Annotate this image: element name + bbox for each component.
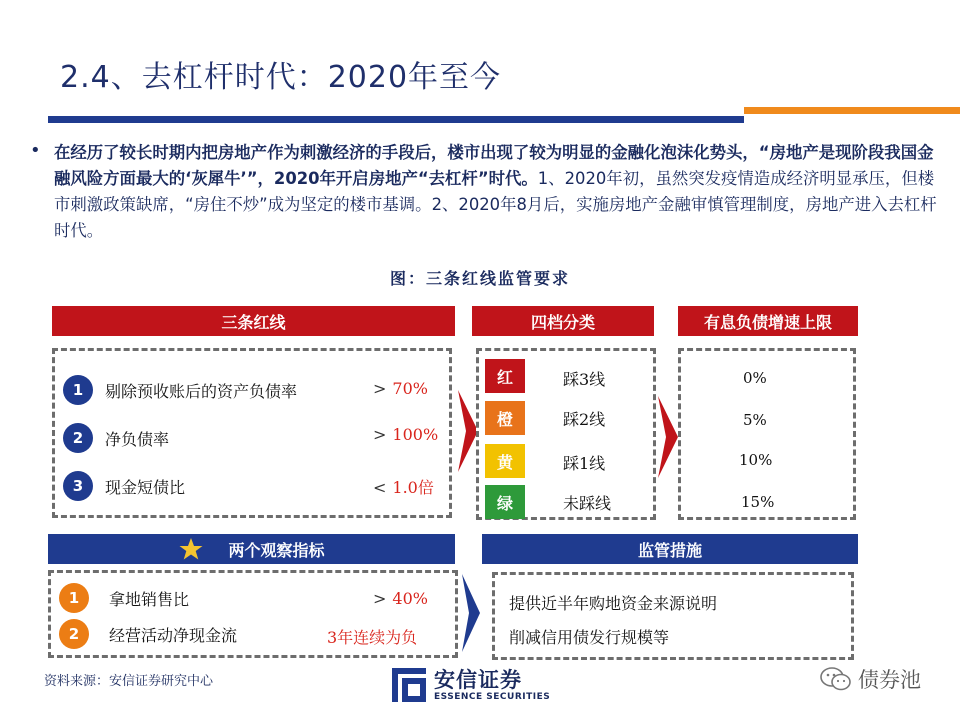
three-red-lines-header: 三条红线 (52, 306, 455, 336)
rule-row-3 (63, 471, 185, 501)
rule-threshold: 70% (392, 379, 428, 398)
observation-threshold: 40% (392, 589, 428, 608)
title-underline-blue (48, 116, 744, 123)
rule-number-badge: 3 (63, 471, 93, 501)
watermark (820, 664, 921, 694)
measure-item: 削减信用债发行规模等 (509, 628, 670, 647)
intro-bold-text: 在经历了较长时期内把房地产作为刺激经济的手段后，楼市出现了较为明显的金融化泡沫化势头，“房地产是现阶段我国金融风险方面最大的‘灰犀牛’”，2020年开启房地产“去杠杆”时代。 (54, 143, 934, 188)
tier-desc: 踩3线 (563, 370, 606, 389)
observation-label: 拿地销售比 (109, 589, 190, 609)
rule-threshold: 1.0倍 (392, 478, 434, 497)
observation-number-badge: 2 (59, 619, 89, 649)
wechat-icon (820, 666, 852, 692)
rule-operator: > (373, 425, 387, 444)
logo-text (434, 668, 550, 702)
intro-text (54, 140, 942, 244)
tier-red-chip: 红 (485, 359, 525, 393)
company-logo (392, 668, 550, 702)
rule-number-badge: 2 (63, 423, 93, 453)
tier-desc: 未踩线 (563, 494, 612, 513)
measures-header: 监管措施 (482, 534, 858, 564)
logo-en: ESSENCE SECURITIES (434, 692, 551, 702)
arrow-right-icon (656, 396, 680, 478)
source-note: 资料来源：安信证券研究中心 (44, 674, 214, 689)
rule-label: 剔除预收账后的资产负债率 (105, 381, 298, 401)
rule-value (373, 475, 434, 498)
bullet-marker: • (30, 140, 41, 161)
observation-value (373, 589, 428, 608)
figure-caption: 图：三条红线监管要求 (389, 269, 570, 288)
observation-box (48, 570, 458, 658)
limit-value: 15% (741, 493, 775, 511)
star-icon (178, 537, 204, 561)
observation-label: 经营活动净现金流 (109, 625, 238, 645)
rule-operator: < (373, 478, 387, 497)
rule-label: 净负债率 (105, 429, 170, 449)
observation-number-badge: 1 (59, 583, 89, 613)
three-red-lines-box (52, 348, 452, 518)
four-tiers-box (476, 348, 656, 520)
limit-value: 0% (743, 369, 767, 387)
rule-threshold: 100% (392, 425, 439, 444)
debt-growth-limit-box (678, 348, 856, 520)
limit-value: 10% (739, 451, 773, 469)
tier-orange-chip: 橙 (485, 401, 525, 435)
measure-item: 提供近半年购地资金来源说明 (509, 594, 718, 613)
debt-growth-limit-header: 有息负债增速上限 (678, 306, 858, 336)
intro-normal-text: 1、2020年初，虽然突发疫情造成经济明显承压，但楼市刺激政策缺席，“房住不炒”成为坚定的楼市基调。2、2020年8月后，实施房地产金融审慎管理制度，房地产进入去杠杆时代。 (54, 169, 937, 240)
observation-row-1 (59, 583, 189, 613)
arrow-right-icon (460, 574, 482, 652)
rule-row-2 (63, 423, 169, 453)
rule-label: 现金短债比 (105, 477, 186, 497)
logo-cn: 安信证券 (434, 668, 522, 692)
rule-value (373, 379, 428, 398)
watermark-text: 债券池 (858, 668, 921, 692)
rule-number-badge: 1 (63, 375, 93, 405)
rule-operator: > (373, 379, 387, 398)
rule-row-1 (63, 375, 297, 405)
observation-row-2 (59, 619, 237, 649)
rule-value (373, 425, 438, 444)
tier-desc: 踩2线 (563, 410, 606, 429)
four-tiers-header: 四档分类 (472, 306, 654, 336)
title-underline-orange (744, 107, 960, 114)
page-title: 2.4、去杠杆时代：2020年至今 (60, 60, 502, 95)
observation-operator: > (373, 589, 387, 608)
tier-green-chip: 绿 (485, 485, 525, 519)
tier-desc: 踩1线 (563, 454, 606, 473)
measures-box (492, 572, 854, 660)
observation-header-label: 两个观察指标 (228, 540, 325, 560)
limit-value: 5% (743, 411, 767, 429)
tier-yellow-chip: 黄 (485, 444, 525, 478)
observation-header (48, 534, 455, 564)
logo-mark-icon (392, 668, 426, 702)
intro-paragraph (30, 140, 942, 244)
observation-value: 3年连续为负 (327, 628, 418, 647)
